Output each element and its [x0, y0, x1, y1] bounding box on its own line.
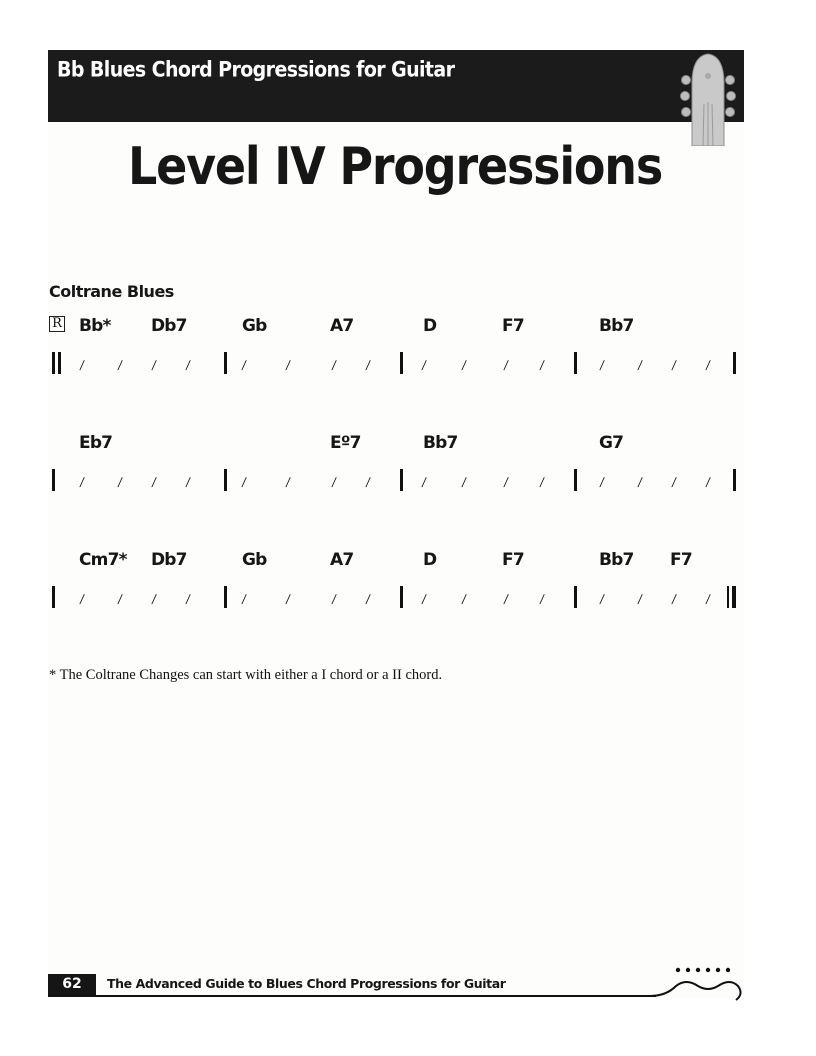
rhythm-slash: /	[331, 592, 338, 606]
rhythm-slash: /	[421, 475, 428, 489]
rhythm-slash: /	[151, 475, 158, 489]
rhythm-slash: /	[151, 358, 158, 372]
chord-symbol: Db7	[151, 550, 187, 570]
rhythm-slash: /	[599, 358, 606, 372]
rhythm-slash: /	[79, 592, 86, 606]
footnote: * The Coltrane Changes can start with either a I chord or a II chord.	[49, 667, 443, 683]
barline	[733, 352, 736, 374]
rhythm-slash: /	[285, 358, 292, 372]
rhythm-slash: /	[365, 475, 372, 489]
rhythm-slash: /	[241, 358, 248, 372]
chord-symbol: Db7	[151, 316, 187, 336]
rhythm-slash: /	[637, 592, 644, 606]
chord-symbol: Eb7	[79, 433, 113, 453]
rhythm-slash: /	[151, 592, 158, 606]
chord-symbol: Bb7	[599, 550, 634, 570]
barline	[574, 352, 577, 374]
rhythm-slash: /	[365, 592, 372, 606]
rhythm-slash: /	[461, 358, 468, 372]
rhythm-slash: /	[539, 475, 546, 489]
guitar-headstock-icon	[676, 50, 740, 146]
rhythm-slash: /	[705, 358, 712, 372]
rhythm-slash: /	[117, 475, 124, 489]
barline	[574, 469, 577, 491]
rhythm-slash: /	[705, 475, 712, 489]
rhythm-slash: /	[285, 475, 292, 489]
rhythm-slash: /	[331, 358, 338, 372]
rehearsal-mark: R	[49, 316, 65, 332]
barline	[732, 586, 736, 608]
barline	[574, 586, 577, 608]
chord-symbol: Bb7	[599, 316, 634, 336]
barline	[52, 469, 55, 491]
barline	[400, 586, 403, 608]
rhythm-slash: /	[637, 358, 644, 372]
barline	[224, 469, 227, 491]
barline	[58, 352, 61, 374]
chord-symbol: A7	[330, 316, 354, 336]
rhythm-slash: /	[117, 592, 124, 606]
chord-system-3	[0, 550, 816, 610]
rhythm-slash: /	[671, 358, 678, 372]
rhythm-slash: /	[117, 358, 124, 372]
rhythm-slash: /	[421, 592, 428, 606]
page-title: Level IV Progressions	[127, 136, 663, 197]
rhythm-slash: /	[285, 592, 292, 606]
rhythm-slash: /	[241, 475, 248, 489]
chord-symbol: Gb	[242, 316, 267, 336]
rhythm-slash: /	[331, 475, 338, 489]
rhythm-slash: /	[599, 592, 606, 606]
chord-symbol: A7	[330, 550, 354, 570]
rhythm-slash: /	[185, 475, 192, 489]
rhythm-slash: /	[421, 358, 428, 372]
rhythm-slash: /	[671, 592, 678, 606]
chord-symbol: F7	[502, 316, 524, 336]
footer-book-title: The Advanced Guide to Blues Chord Progressions for Guitar	[107, 976, 506, 991]
chord-symbol: Eº7	[330, 433, 361, 453]
page-number: 62	[48, 974, 96, 995]
chord-symbol: Gb	[242, 550, 267, 570]
rhythm-slash: /	[503, 358, 510, 372]
rhythm-slash: /	[503, 592, 510, 606]
rhythm-slash: /	[185, 592, 192, 606]
chord-symbol: D	[423, 316, 437, 336]
rhythm-slash: /	[461, 475, 468, 489]
rhythm-slash: /	[461, 592, 468, 606]
rhythm-slash: /	[539, 592, 546, 606]
barline	[727, 586, 729, 608]
section-title: Coltrane Blues	[49, 282, 174, 301]
rhythm-slash: /	[539, 358, 546, 372]
rhythm-slash: /	[241, 592, 248, 606]
chord-symbol: F7	[670, 550, 692, 570]
footer-rule	[48, 995, 656, 997]
rhythm-slash: /	[637, 475, 644, 489]
barline	[224, 586, 227, 608]
barline	[400, 352, 403, 374]
rhythm-slash: /	[705, 592, 712, 606]
barline	[224, 352, 227, 374]
rhythm-slash: /	[79, 475, 86, 489]
barline	[52, 586, 55, 608]
chord-symbol: G7	[599, 433, 624, 453]
chord-system-1	[0, 316, 816, 376]
chord-system-2	[0, 433, 816, 493]
barline	[52, 352, 55, 374]
rhythm-slash: /	[671, 475, 678, 489]
rhythm-slash: /	[503, 475, 510, 489]
chord-symbol: F7	[502, 550, 524, 570]
rhythm-slash: /	[599, 475, 606, 489]
chord-symbol: Cm7*	[79, 550, 127, 570]
barline	[400, 469, 403, 491]
rhythm-slash: /	[185, 358, 192, 372]
chord-symbol: D	[423, 550, 437, 570]
header-title: Bb Blues Chord Progressions for Guitar	[57, 58, 455, 83]
chord-symbol: Bb*	[79, 316, 111, 336]
rhythm-slash: /	[365, 358, 372, 372]
chord-symbol: Bb7	[423, 433, 458, 453]
guitar-body-icon	[646, 962, 746, 1004]
barline	[733, 469, 736, 491]
rhythm-slash: /	[79, 358, 86, 372]
